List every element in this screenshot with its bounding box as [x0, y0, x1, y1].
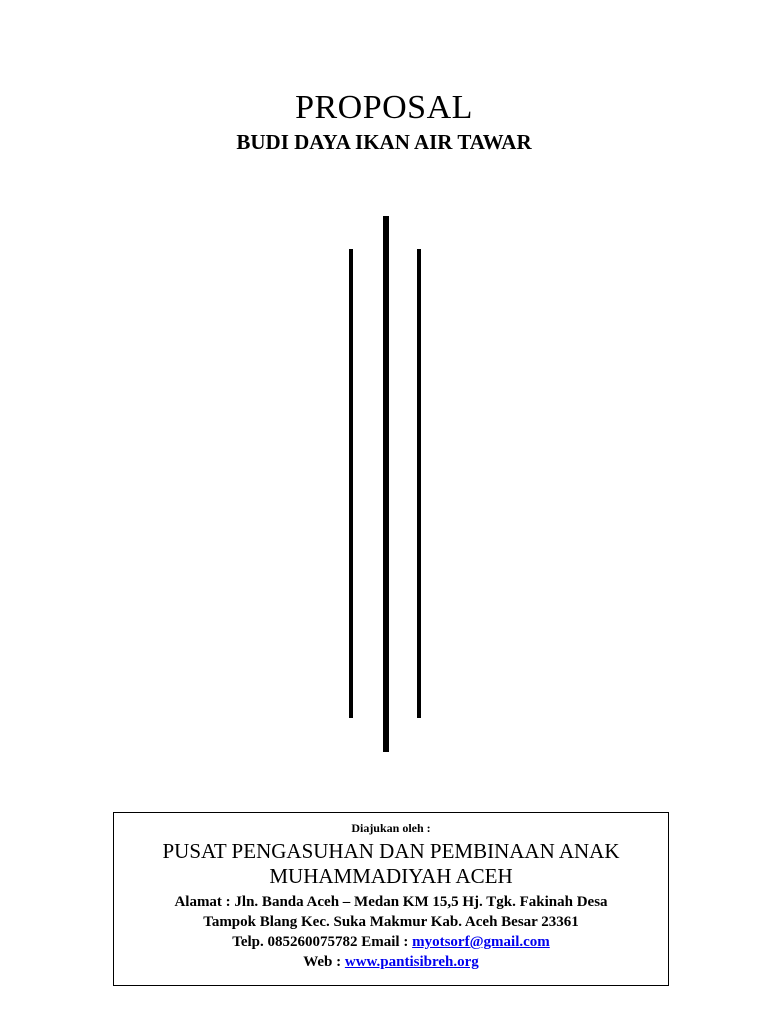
address-line2: Tampok Blang Kec. Suka Makmur Kab. Aceh Besar 23361 [203, 914, 579, 930]
decorative-line-center [383, 216, 389, 752]
decorative-line-right [417, 249, 421, 718]
web-line [114, 952, 668, 972]
document-title: PROPOSAL [295, 89, 473, 126]
submitter-info-box [113, 812, 669, 986]
website-link[interactable]: www.pantisibreh.org [344, 954, 479, 970]
phone-email-label: Telp. 085260075782 Email : [232, 934, 413, 950]
web-label: Web : [303, 954, 345, 970]
organization-name [114, 839, 668, 889]
contact-line [114, 932, 668, 952]
document-subtitle: BUDI DAYA IKAN AIR TAWAR [236, 130, 532, 154]
organization-name-line1: PUSAT PENGASUHAN DAN PEMBINAAN ANAK [162, 839, 620, 863]
organization-name-line2: MUHAMMADIYAH ACEH [269, 864, 513, 888]
email-link[interactable]: myotsorf@gmail.com [412, 934, 550, 950]
decorative-line-left [349, 249, 353, 718]
address [114, 892, 668, 932]
address-line1: Alamat : Jln. Banda Aceh – Medan KM 15,5 Hj. Tgk. Fakinah Desa [174, 894, 608, 910]
submitted-by-label: Diajukan oleh : [351, 821, 431, 835]
